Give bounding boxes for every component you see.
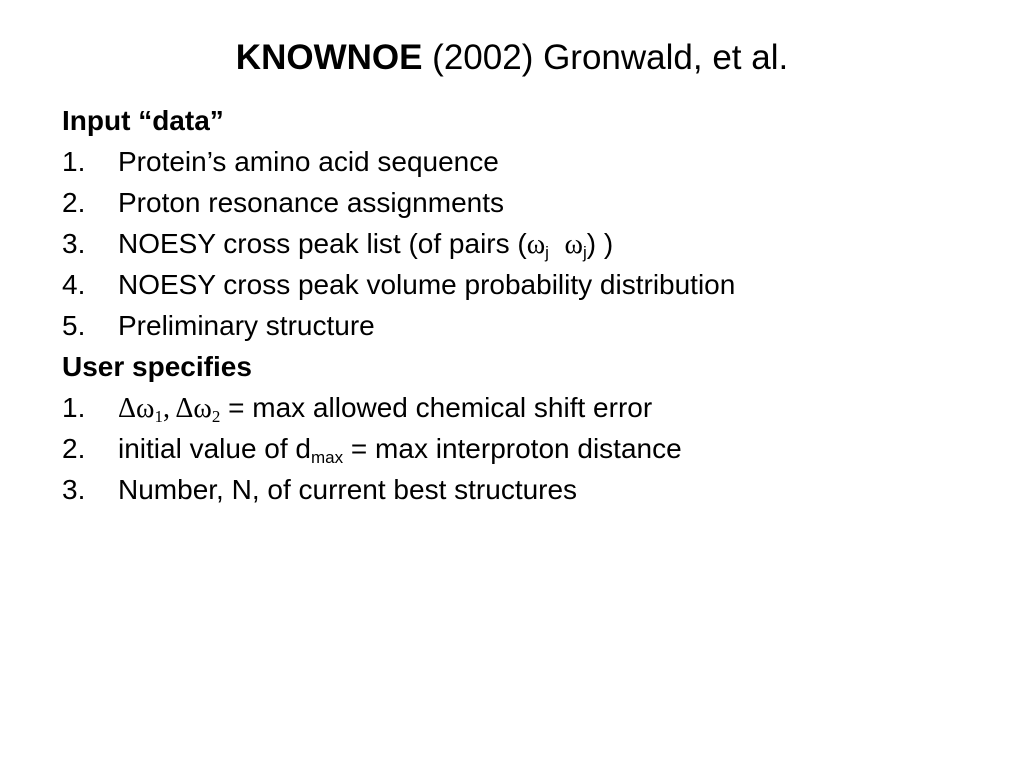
list-number: 3.: [62, 474, 86, 505]
input-item-1: [62, 141, 1002, 182]
input-item-3: [62, 223, 1002, 264]
dmax-subscript: max: [311, 448, 344, 467]
delta-omega-subscript: 2: [211, 407, 221, 426]
slide-title: [0, 34, 1024, 82]
delta-omega-subscript: 1: [154, 407, 163, 426]
user-item-2: [62, 428, 1002, 469]
user-item-1: [62, 387, 1002, 428]
omega-symbol: ω: [564, 229, 583, 260]
title-method-name: KNOWNOE: [235, 38, 423, 77]
input-item-5: [62, 305, 1002, 346]
list-number: 3.: [62, 228, 86, 259]
list-item-text: NOESY cross peak volume probability distribution: [118, 269, 736, 300]
user-item-3: [62, 469, 1002, 510]
list-number: 1.: [62, 146, 86, 177]
omega-subscript: j: [582, 243, 587, 262]
pair-separator: [549, 228, 565, 259]
omega-symbol: ω: [526, 229, 546, 260]
list-item-text-end: ) ): [586, 228, 614, 259]
list-number: 5.: [62, 310, 86, 341]
list-number: 2.: [62, 187, 86, 218]
list-item-text: Number, N, of current best structures: [118, 474, 578, 505]
input-item-2: [62, 182, 1002, 223]
symbol-separator: ,: [162, 393, 176, 424]
slide-content: [62, 100, 1002, 510]
list-number: 2.: [62, 433, 86, 464]
list-item-text: = max allowed chemical shift error: [220, 392, 653, 423]
input-data-heading: Input “data”: [62, 105, 224, 136]
list-item-text: initial value of d: [118, 433, 312, 464]
list-item-text-end: = max interproton distance: [343, 433, 682, 464]
list-number: 1.: [62, 392, 86, 423]
list-item-text: NOESY cross peak list (of pairs (: [118, 228, 527, 259]
delta-omega-symbol: Δω: [175, 393, 212, 424]
list-number: 4.: [62, 269, 86, 300]
input-item-4: [62, 264, 1002, 305]
omega-subscript: j: [545, 243, 549, 262]
title-citation: (2002) Gronwald, et al.: [422, 38, 789, 77]
delta-omega-symbol: Δω: [118, 393, 155, 424]
list-item-text: Proton resonance assignments: [118, 187, 504, 218]
user-specifies-heading: User specifies: [62, 351, 252, 382]
list-item-text: Preliminary structure: [118, 310, 375, 341]
list-item-text: Protein’s amino acid sequence: [118, 146, 499, 177]
